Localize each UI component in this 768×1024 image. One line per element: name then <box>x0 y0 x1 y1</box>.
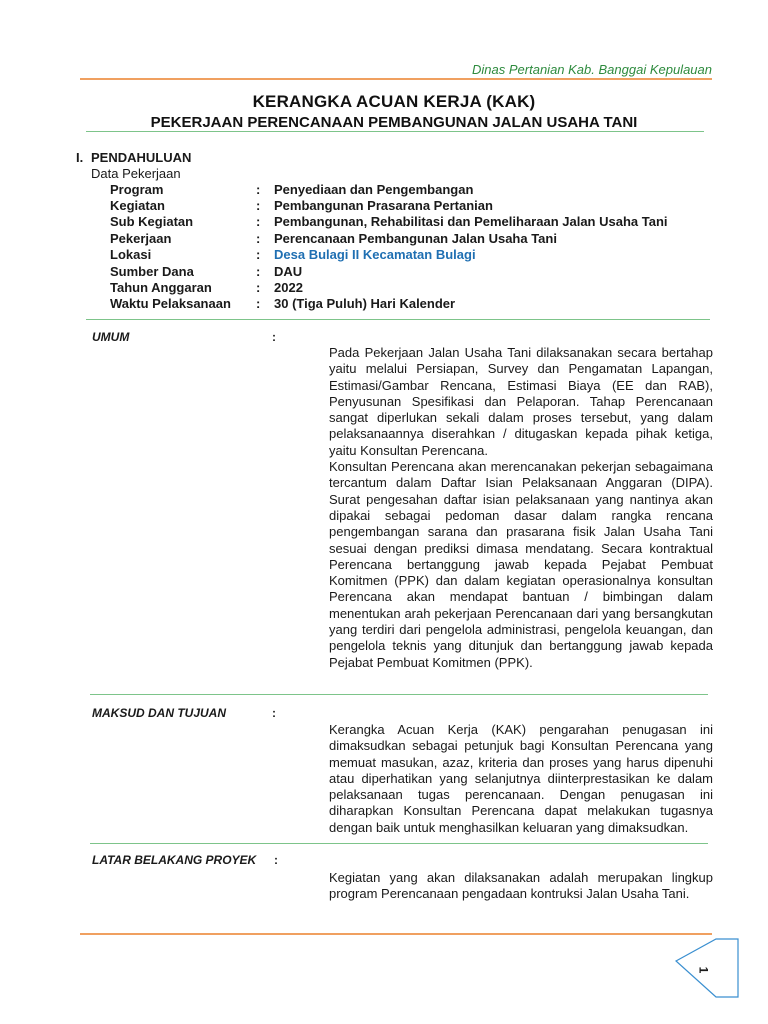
data-colon: : <box>256 264 261 279</box>
data-value: Pembangunan, Rehabilitasi dan Pemeliharaan Jalan Usaha Tani <box>274 214 668 229</box>
footer-rule <box>80 933 712 935</box>
data-value: 30 (Tiga Puluh) Hari Kalender <box>274 296 456 311</box>
page-number-tag <box>670 935 740 1001</box>
maksud-body <box>329 722 713 836</box>
maksud-paragraph: Kerangka Acuan Kerja (KAK) pengarahan penugasan ini dimaksudkan sebagai petunjuk bagi Konsultan Perencana yang memuat masukan, azaz, kriteria dan proses yang harus dipenuhi atau diperhatikan yang selanjutnya diinterprestasikan ke dalam pelaksanaan tugas perencanaan. Dengan penugasan ini diharapkan Konsultan Perencana dapat melakukan tugasnya dengan baik untuk menghasilkan keluaran yang dimaksudkan. <box>329 722 713 835</box>
section-rule <box>90 694 708 695</box>
data-value: Perencanaan Pembangunan Jalan Usaha Tani <box>274 231 557 246</box>
data-label: Kegiatan <box>110 198 165 213</box>
umum-colon: : <box>272 330 276 344</box>
data-label: Program <box>110 182 164 197</box>
document-title: KERANGKA ACUAN KERJA (KAK) <box>252 92 536 111</box>
latar-paragraph: Kegiatan yang akan dilaksanakan adalah merupakan lingkup program Perencanaan pengadaan kontruksi Jalan Usaha Tani. <box>329 870 713 902</box>
data-label: Lokasi <box>110 247 152 262</box>
data-pekerjaan-heading: Data Pekerjaan <box>91 166 181 181</box>
location-link[interactable]: Desa Bulagi II Kecamatan Bulagi <box>274 247 476 262</box>
data-row-pekerjaan <box>0 231 768 247</box>
section-rule <box>90 843 708 844</box>
umum-heading: UMUM <box>92 330 130 344</box>
umum-paragraph-1: Pada Pekerjaan Jalan Usaha Tani dilaksanakan secara bertahap yaitu melalui Persiapan, Survey dan Pengamatan Lapangan, Estimasi/Gambar Rencana, Estimasi Biaya (EE dan RAB), Penyusunan Spesifikasi dan Pelaporan. Tahap Perencanaan sangat diperlukan sekali dalam proses tersebut, yang dalam pelaksanaannya diserahkan / ditugaskan kepada pihak ketiga, yaitu Konsultan Perencana. <box>329 345 713 458</box>
section-rule <box>86 319 710 320</box>
data-label: Tahun Anggaran <box>110 280 212 295</box>
title-rule <box>86 131 704 132</box>
data-colon: : <box>256 280 261 295</box>
umum-paragraph-2: Konsultan Perencana akan merencanakan pekerjan sebagaimana tercantum dalam Daftar Isian Pelaksanaan Anggaran (DIPA). Surat pengesahan daftar isian pelaksanaan yang nantinya akan dipakai sebagai pedoman dasar dalam rangka rencana pengembangan sarana dan prasarana fisik Jalan Usaha Tani sesuai dengan prediksi dimasa mendatang. Secara kontraktual Perencana bertanggung jawab kepada Pejabat Pembuat Komitmen (PPK) dan dalam kegiatan operasionalnya konsultan Perencana akan mendapat bantuan / bimbingan dalam menentukan arah pekerjaan Perencanaan dari yang bersangkutan yang terdiri dari pengelola administrasi, pengelola keuangan, dan pengelola teknis yang ditunjuk dan bertanggung jawab kepada Pejabat Pembuat Komitmen (PPK). <box>329 459 713 670</box>
data-label: Sumber Dana <box>110 264 194 279</box>
section-number: I. <box>76 150 84 165</box>
data-value: Pembangunan Prasarana Pertanian <box>274 198 493 213</box>
data-row-sumber-dana <box>0 264 768 280</box>
header-organization: Dinas Pertanian Kab. Banggai Kepulauan <box>472 62 712 77</box>
data-row-lokasi <box>0 247 768 263</box>
data-colon: : <box>256 231 261 246</box>
page-number: 1 <box>696 966 711 974</box>
data-row-waktu-pelaksanaan <box>0 296 768 312</box>
data-value: Penyediaan dan Pengembangan <box>274 182 474 197</box>
data-row-sub-kegiatan <box>0 214 768 230</box>
data-colon: : <box>256 214 261 229</box>
data-label: Waktu Pelaksanaan <box>110 296 231 311</box>
header-rule <box>80 78 712 80</box>
maksud-colon: : <box>272 706 276 720</box>
data-colon: : <box>256 182 261 197</box>
latar-heading: LATAR BELAKANG PROYEK <box>92 853 257 867</box>
umum-body <box>329 345 713 671</box>
data-row-kegiatan <box>0 198 768 214</box>
latar-body <box>329 870 713 903</box>
data-label: Sub Kegiatan <box>110 214 194 229</box>
data-label: Pekerjaan <box>110 231 172 246</box>
data-row-tahun-anggaran <box>0 280 768 296</box>
document-subtitle: PEKERJAAN PERENCANAAN PEMBANGUNAN JALAN USAHA TANI <box>150 114 638 131</box>
section-heading: PENDAHULUAN <box>91 150 192 165</box>
data-value: DAU <box>274 264 303 279</box>
data-value: 2022 <box>274 280 303 295</box>
data-row-program <box>0 182 768 198</box>
maksud-heading: MAKSUD DAN TUJUAN <box>92 706 226 720</box>
data-colon: : <box>256 296 261 311</box>
latar-colon: : <box>274 853 278 867</box>
data-colon: : <box>256 247 261 262</box>
data-colon: : <box>256 198 261 213</box>
